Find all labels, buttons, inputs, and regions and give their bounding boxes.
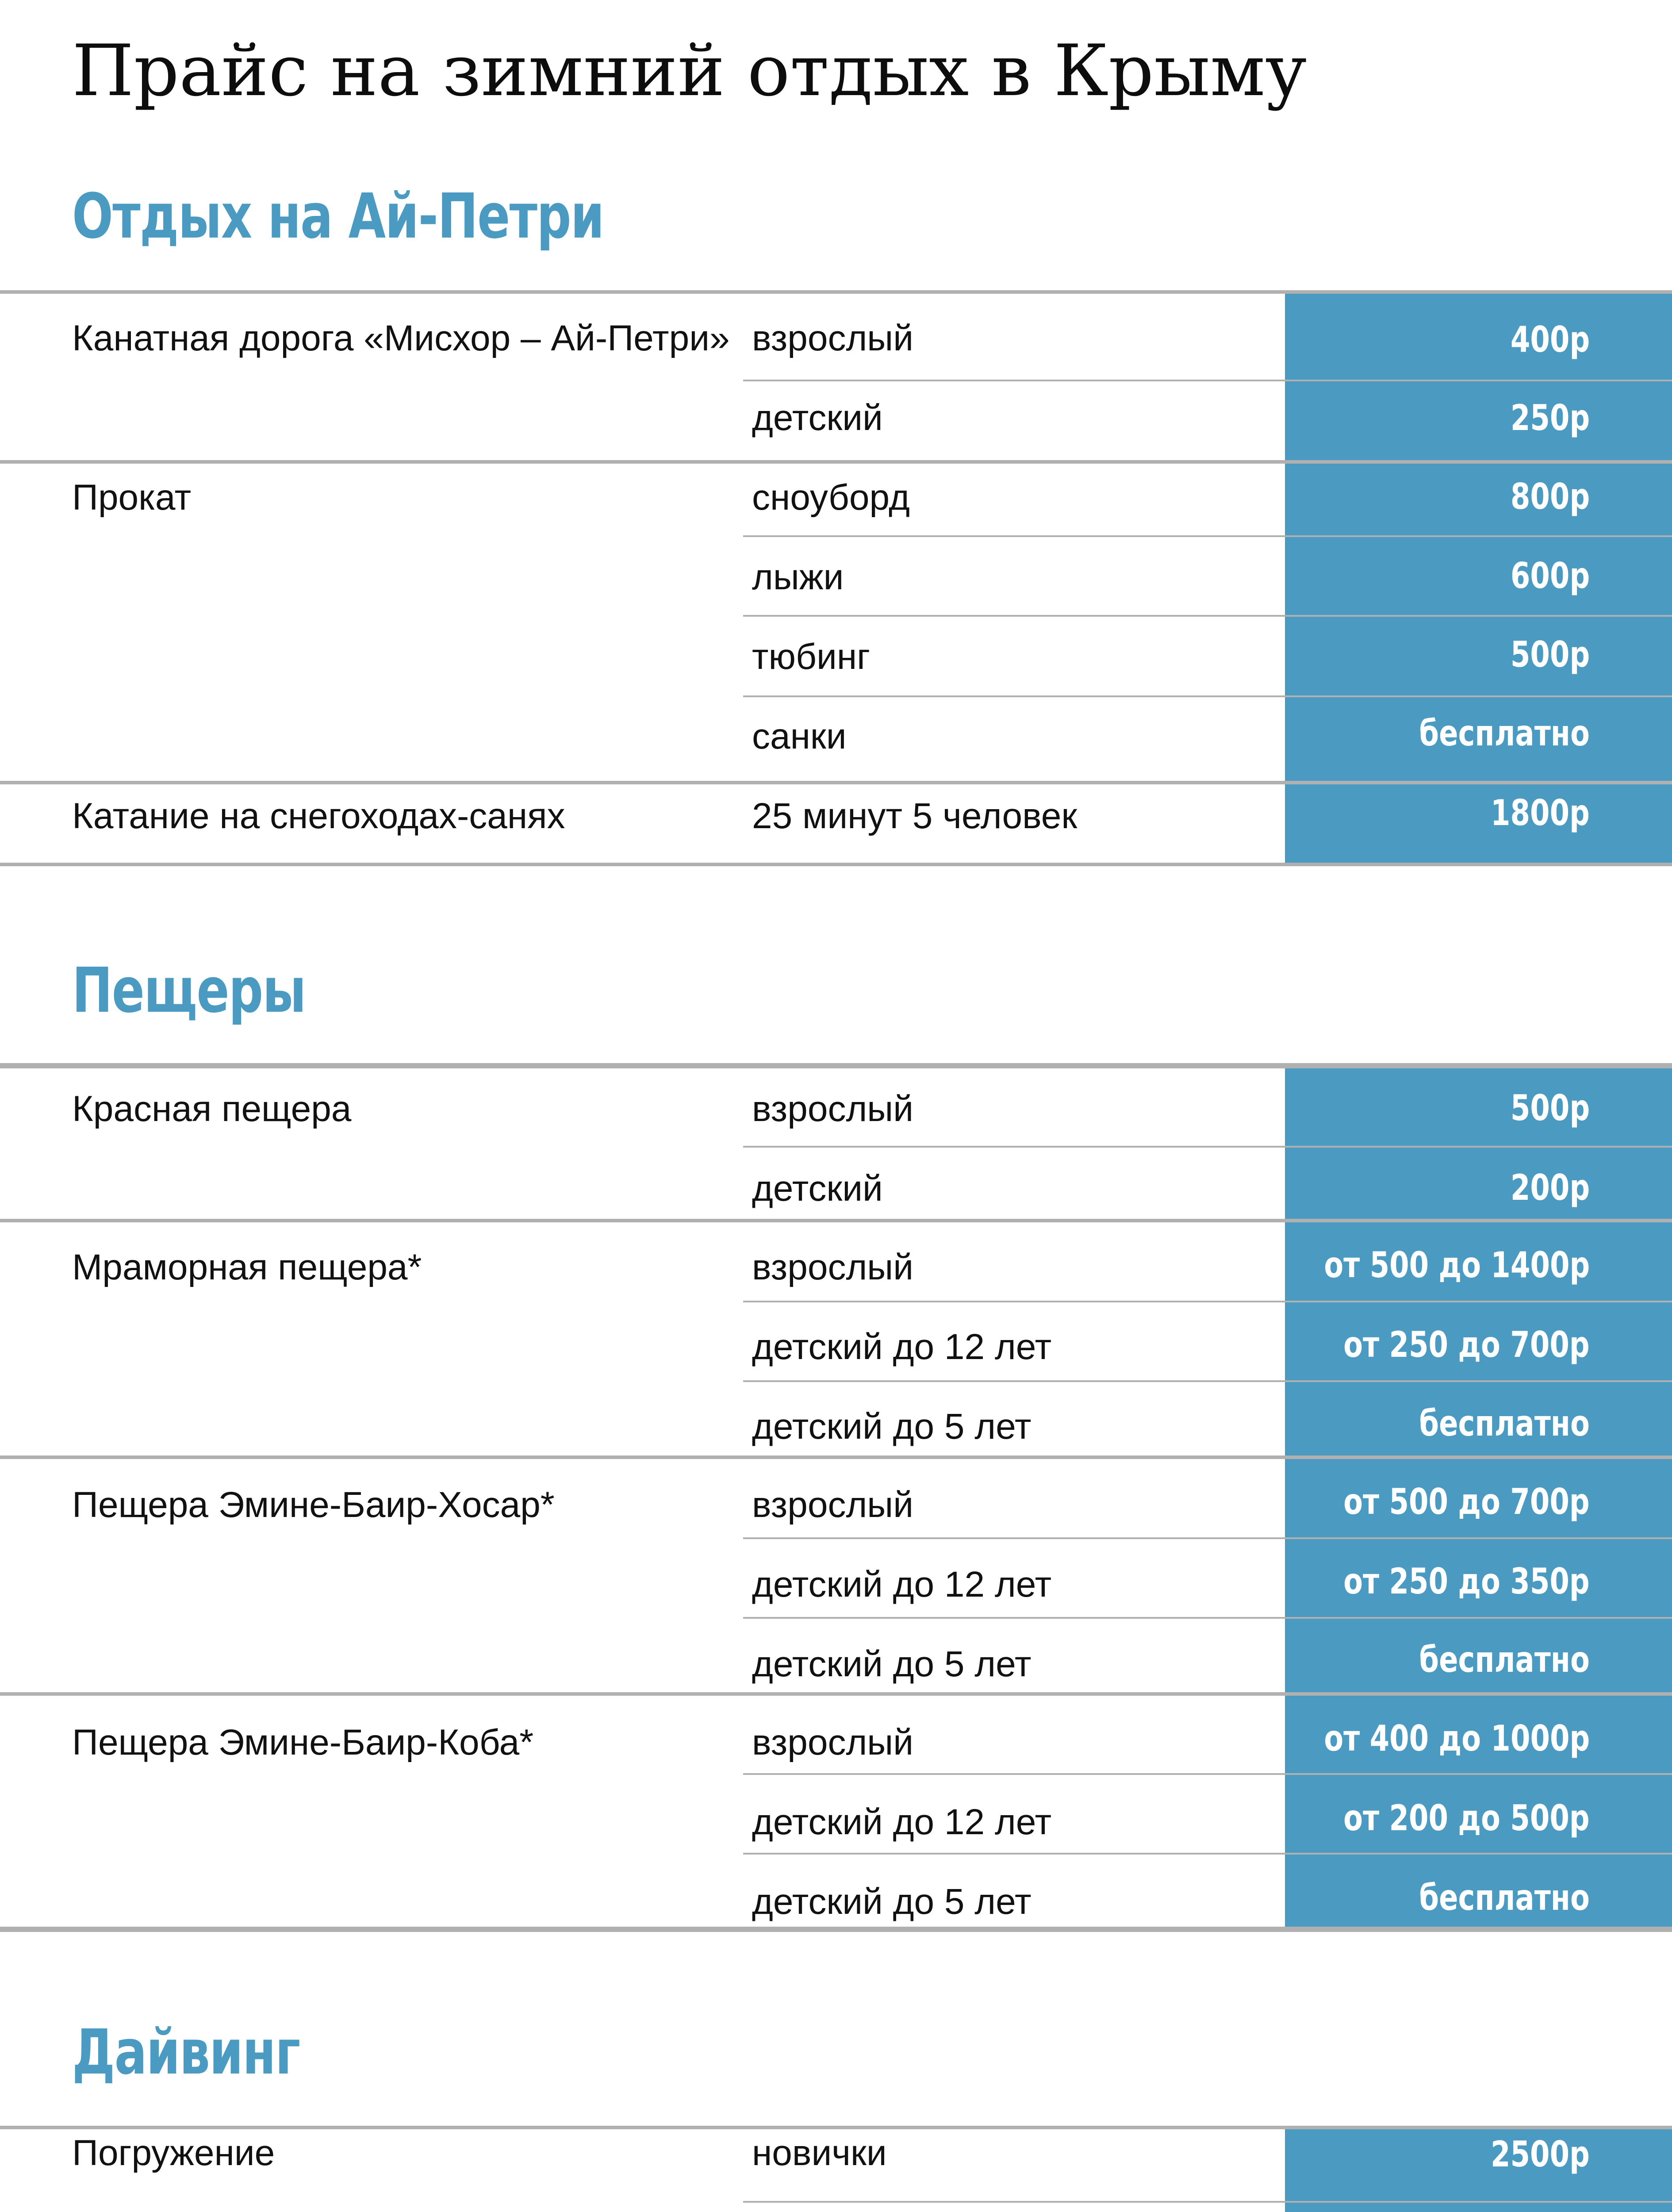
price-value: от 400 до 1000р xyxy=(1323,1718,1590,1759)
divider xyxy=(0,1455,1672,1459)
price-value: 400р xyxy=(1510,319,1590,360)
divider xyxy=(0,863,1672,866)
divider xyxy=(743,1853,1672,1855)
service-option: детский до 5 лет xyxy=(752,1406,1032,1447)
divider xyxy=(0,290,1672,294)
service-option: детский до 12 лет xyxy=(752,1802,1052,1842)
divider xyxy=(743,1617,1672,1619)
divider xyxy=(743,615,1672,617)
price-value: 500р xyxy=(1510,1087,1590,1129)
service-name: Красная пещера xyxy=(72,1089,352,1129)
divider xyxy=(0,1927,1672,1932)
section-title-ai-petri: Отдых на Ай-Петри xyxy=(72,180,604,253)
service-option: взрослый xyxy=(752,1485,914,1525)
service-option: новички xyxy=(752,2133,887,2173)
price-value: бесплатно xyxy=(1419,1403,1590,1444)
price-column-ai-petri xyxy=(1285,292,1672,865)
price-value: от 250 до 350р xyxy=(1343,1561,1590,1602)
divider xyxy=(743,380,1672,381)
divider xyxy=(0,1063,1672,1068)
service-option: взрослый xyxy=(752,1247,914,1287)
service-name: Пещера Эмине-Баир-Коба* xyxy=(72,1722,534,1763)
price-value: бесплатно xyxy=(1419,713,1590,754)
divider xyxy=(0,1219,1672,1222)
price-column-diving xyxy=(1285,2128,1672,2212)
service-name: Катание на снегоходах-санях xyxy=(72,796,565,836)
service-name: Мраморная пещера* xyxy=(72,1247,422,1287)
service-option: лыжи xyxy=(752,557,844,597)
divider xyxy=(743,1146,1672,1148)
service-option: взрослый xyxy=(752,1722,914,1763)
divider xyxy=(743,1380,1672,1382)
service-name: Прокат xyxy=(72,477,192,518)
price-value: 1800р xyxy=(1491,792,1590,833)
service-option: детский xyxy=(752,1168,883,1209)
service-option: взрослый xyxy=(752,1089,914,1129)
service-option: сноуборд xyxy=(752,477,910,518)
service-option: детский до 12 лет xyxy=(752,1564,1052,1605)
service-option: 25 минут 5 человек xyxy=(752,796,1078,836)
divider xyxy=(743,535,1672,537)
price-value: 200р xyxy=(1510,1167,1590,1208)
price-value: 2500р xyxy=(1491,2134,1590,2175)
page-title: Прайс на зимний отдых в Крыму xyxy=(72,29,1307,112)
price-value: от 500 до 700р xyxy=(1343,1481,1590,1522)
service-option: детский до 5 лет xyxy=(752,1644,1032,1684)
service-option: тюбинг xyxy=(752,637,871,677)
service-name: Пещера Эмине-Баир-Хосар* xyxy=(72,1485,555,1525)
price-value: бесплатно xyxy=(1419,1877,1590,1918)
service-option: взрослый xyxy=(752,318,914,358)
price-value: 600р xyxy=(1510,555,1590,596)
divider xyxy=(743,1537,1672,1539)
divider xyxy=(743,695,1672,697)
price-value: бесплатно xyxy=(1419,1639,1590,1680)
price-value: 500р xyxy=(1510,634,1590,675)
price-value: от 500 до 1400р xyxy=(1323,1244,1590,1286)
service-name: Канатная дорога «Мисхор – Ай-Петри» xyxy=(72,318,730,358)
price-value: 250р xyxy=(1510,397,1590,438)
divider xyxy=(743,2201,1672,2203)
service-name: Погружение xyxy=(72,2133,275,2173)
price-value: от 250 до 700р xyxy=(1343,1324,1590,1365)
price-value: от 200 до 500р xyxy=(1343,1797,1590,1839)
divider xyxy=(0,460,1672,464)
section-title-caves: Пещеры xyxy=(72,955,306,1027)
service-option: детский до 5 лет xyxy=(752,1882,1032,1922)
divider xyxy=(743,1301,1672,1302)
price-value: 800р xyxy=(1510,476,1590,517)
divider xyxy=(0,781,1672,784)
section-title-diving: Дайвинг xyxy=(72,2016,300,2089)
service-option: санки xyxy=(752,716,847,757)
service-option: детский до 12 лет xyxy=(752,1327,1052,1367)
divider xyxy=(0,1692,1672,1696)
service-option: детский xyxy=(752,398,883,438)
divider xyxy=(743,1773,1672,1775)
